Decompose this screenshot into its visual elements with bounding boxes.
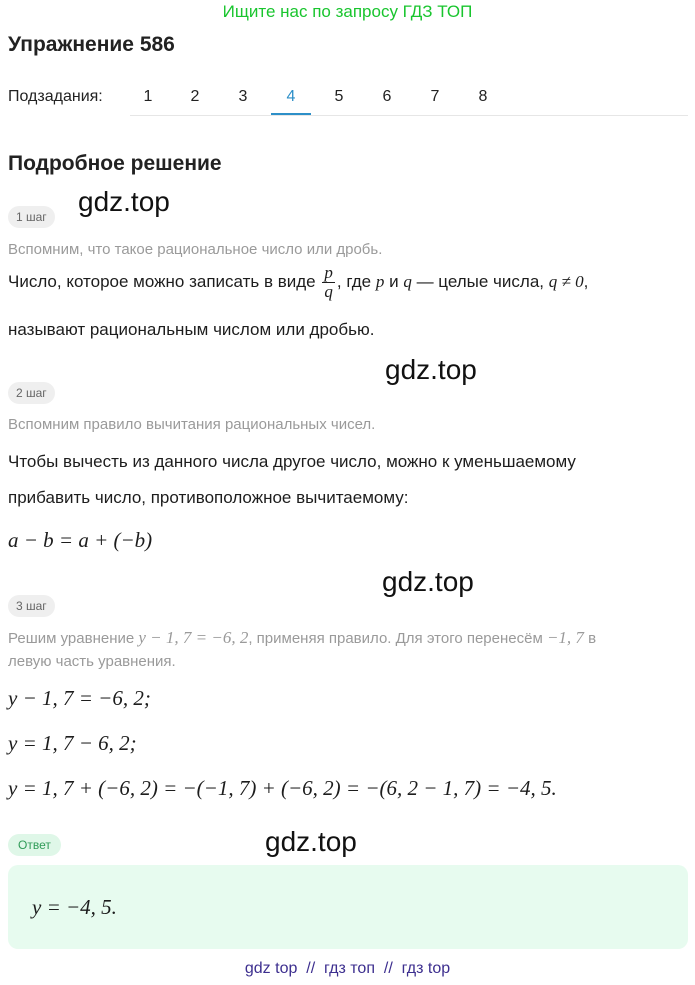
equation-1: y − 1, 7 = −6, 2; xyxy=(8,686,151,710)
equation-3: y = 1, 7 + (−6, 2) = −(−1, 7) + (−6, 2) = −(6, 2 − 1, 7) = −4, 5. xyxy=(8,776,557,800)
subtask-tab-2[interactable]: 2 xyxy=(190,88,200,105)
step1-text-c: и xyxy=(389,271,399,291)
condition-q-not-zero: q ≠ 0 xyxy=(548,271,584,291)
subtask-tab-3[interactable]: 3 xyxy=(238,88,248,105)
step1-text-d: — целые числа, xyxy=(416,271,545,291)
step3-hint-a: Решим уравнение xyxy=(8,630,135,647)
step3-hint-c: в xyxy=(588,630,597,647)
subtask-tab-7[interactable]: 7 xyxy=(430,88,440,105)
answer-value: y = −4, 5. xyxy=(32,895,117,919)
watermark: gdz.top xyxy=(385,354,477,385)
subtask-tab-1[interactable]: 1 xyxy=(143,88,153,105)
exercise-title: Упражнение 586 xyxy=(8,33,175,56)
step1-hint: Вспомним, что такое рациональное число или дробь. xyxy=(8,241,383,258)
watermark: gdz.top xyxy=(78,186,170,217)
search-banner: Ищите нас по запросу ГДЗ ТОП xyxy=(222,2,473,21)
watermark: gdz.top xyxy=(382,566,474,597)
solution-title: Подробное решение xyxy=(8,152,222,175)
step1-text-b: , где xyxy=(336,271,372,291)
answer-badge: Ответ xyxy=(8,834,61,856)
step-badge-1: 1 шаг xyxy=(8,206,55,228)
step-badge-2: 2 шаг xyxy=(8,382,55,404)
answer-box xyxy=(8,865,688,949)
step3-hint-b: , применяя правило. Для этого перенесём xyxy=(248,630,543,647)
subtraction-rule-formula: a − b = a + (−b) xyxy=(8,528,153,552)
subtask-tab-8[interactable]: 8 xyxy=(478,88,488,105)
equation-2: y = 1, 7 − 6, 2; xyxy=(8,731,137,755)
subtasks-divider xyxy=(130,115,688,116)
footer-links: gdz top // гдз топ // гдз top xyxy=(244,960,451,977)
frac-denominator: q xyxy=(324,282,333,301)
subtask-tab-6[interactable]: 6 xyxy=(382,88,392,105)
active-tab-underline xyxy=(271,113,311,115)
step3-hint xyxy=(8,626,596,651)
var-p: p xyxy=(375,271,385,291)
step3-hint-line2: левую часть уравнения. xyxy=(8,653,176,670)
step1-text-e: , xyxy=(583,271,589,291)
step1-line1 xyxy=(8,264,588,301)
step3-hint-number: −1, 7 xyxy=(546,628,584,647)
subtask-tab-4-active[interactable]: 4 xyxy=(286,88,296,105)
step-badge-3: 3 шаг xyxy=(8,595,55,617)
frac-numerator: p xyxy=(324,263,333,282)
subtasks-nav xyxy=(8,78,688,118)
step2-line2: прибавить число, противоположное вычитаемому: xyxy=(8,488,409,507)
subtasks-label: Подзадания: xyxy=(8,88,103,105)
step1-line2: называют рациональным числом или дробью. xyxy=(8,320,375,339)
var-q: q xyxy=(403,271,412,291)
step2-hint: Вспомним правило вычитания рациональных чисел. xyxy=(8,416,376,433)
watermark: gdz.top xyxy=(265,826,357,857)
fraction-p-over-q xyxy=(322,264,335,301)
step1-text-a: Число, которое можно записать в виде xyxy=(8,271,316,291)
step2-line1: Чтобы вычесть из данного числа другое число, можно к уменьшаемому xyxy=(8,452,576,471)
subtask-tab-5[interactable]: 5 xyxy=(334,88,344,105)
step3-hint-equation: y − 1, 7 = −6, 2 xyxy=(138,628,249,647)
